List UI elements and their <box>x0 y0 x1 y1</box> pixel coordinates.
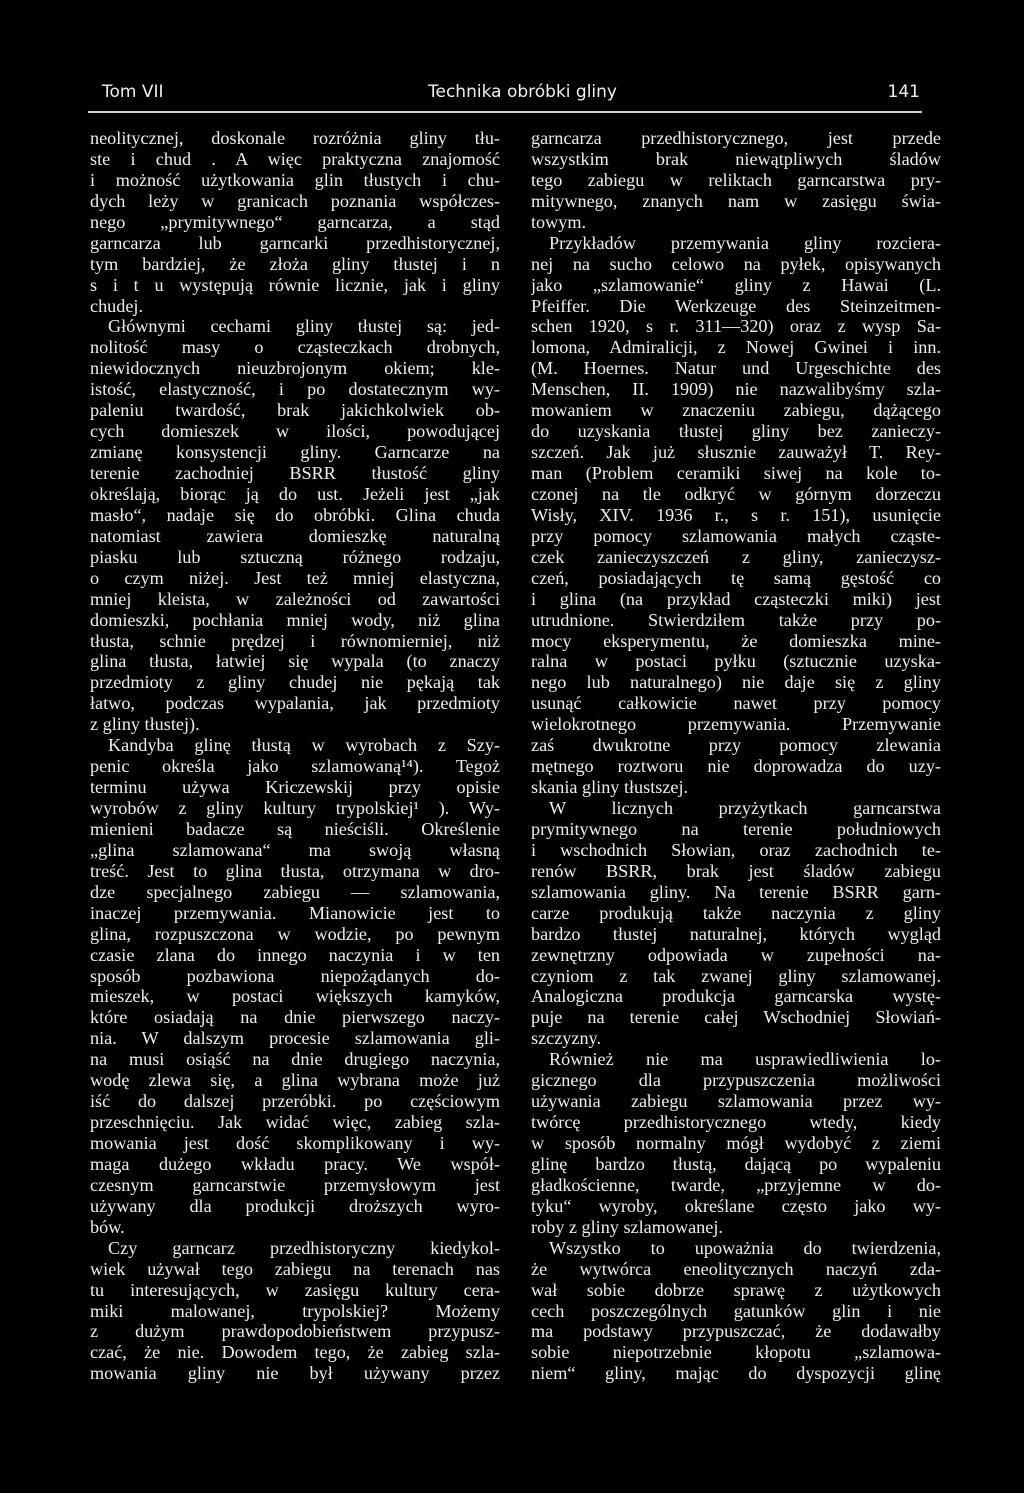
text-line: mowaniem w znaczeniu zabiegu, dążącego <box>531 400 941 421</box>
text-line: do uzyskania tłustej gliny bez zanieczy- <box>531 421 941 442</box>
left-column <box>90 128 500 1384</box>
text-line: man (Problem ceramiki siwej na kole to- <box>531 463 941 483</box>
text-line: o czym niżej. Jest też mniej elastyczna, <box>90 567 500 588</box>
text-line: terenie zachodniej BSRR tłustość gliny <box>90 463 500 483</box>
text-line: Głównymi cechami gliny tłustej są: jed- <box>108 316 500 337</box>
text-line: czeń, posiadających tę samą gęstość co <box>531 567 941 588</box>
text-line: mocy eksperymentu, że domieszka mine- <box>531 630 941 651</box>
text-line: mienieni badacze są nieściśli. Określenie <box>90 818 500 839</box>
text-line: miki malowanej, trypolskiej? Możemy <box>90 1300 500 1321</box>
text-line: dze specjalnego zabiegu — szlamowania, <box>90 881 500 902</box>
text-line: Pfeiffer. Die Werkzeuge des Steinzeitmen- <box>531 295 941 316</box>
text-line: szczyzny. <box>531 1028 602 1049</box>
text-line: tego zabiegu w reliktach garncarstwa pry- <box>531 169 941 190</box>
text-line: tyku“ wyroby, określane często jako wy- <box>531 1195 941 1216</box>
text-line: Wisły, XIV. 1936 r., s r. 151), usunięcie <box>531 504 941 525</box>
text-line: jako „szlamowanie“ gliny z Hawai (L. <box>531 274 941 295</box>
page-number: 141 <box>887 82 920 102</box>
text-line: skania gliny tłustszej. <box>531 777 689 798</box>
text-line: bardzo tłustej naturalnej, których wygląd <box>531 923 941 944</box>
text-line: mieszek, w postaci większych kamyków, <box>90 986 500 1007</box>
text-line: chudej. <box>90 295 144 316</box>
text-line: łatwo, podczas wypalania, jak przedmioty <box>90 693 500 714</box>
text-line: czek zanieczyszczeń z gliny, zanieczysz- <box>531 546 941 567</box>
text-line: nolitość masy o cząsteczkach drobnych, <box>90 337 500 358</box>
text-line: czonej na tle odkryć w górnym dorzeczu <box>531 483 941 504</box>
text-line: penic określa jako szlamowaną¹⁴). Tegoż <box>90 756 500 777</box>
running-header <box>88 82 922 108</box>
text-line: (M. Hoernes. Natur und Urgeschichte des <box>531 358 941 379</box>
text-line: tu interesujących, w zasięgu kultury cera- <box>90 1279 500 1300</box>
text-line: garncarza przedhistorycznego, jest przede <box>531 128 941 148</box>
text-line: szlamowania gliny. Na terenie BSRR garn- <box>531 881 941 902</box>
text-line: Kandyba glinę tłustą w wyrobach z Szy- <box>108 735 500 756</box>
text-line: mitywnego, znanych nam w zasięgu świa- <box>531 190 941 211</box>
text-line: które osiadają na dnie pierwszego naczy- <box>90 1007 500 1028</box>
text-line: i wschodnich Słowian, oraz zachodnich te- <box>531 839 941 860</box>
text-line: mowania jest dość skomplikowany i wy- <box>90 1133 500 1153</box>
text-line: czesnym garncarstwie przemysłowym jest <box>90 1174 500 1195</box>
text-line: określają, biorąc ją do ust. Jeżeli jest „jak <box>90 483 500 504</box>
text-line: carze produkują także naczynia z gliny <box>531 902 941 923</box>
text-line: prymitywnego na terenie południowych <box>531 818 941 839</box>
text-line: sobie niepotrzebnie kłopotu „szlamowa- <box>531 1342 941 1363</box>
text-line: lomona, Admiralicji, z Nowej Gwinei i inn. <box>531 337 941 358</box>
text-line: przy pomocy szlamowania małych cząste- <box>531 525 941 546</box>
text-line: mowania gliny nie był używany przez <box>90 1363 500 1384</box>
text-line: usunąć całkowicie nawet przy pomocy <box>531 693 941 714</box>
text-line: z gliny tłustej). <box>90 714 200 735</box>
text-line: gicznego dla przypuszczenia możliwości <box>531 1070 941 1091</box>
text-line: towym. <box>531 211 587 232</box>
text-line: i możność użytkowania glin tłustych i chu- <box>90 169 500 190</box>
text-line: Menschen, II. 1909) nie nazwalibyśmy szla- <box>531 379 941 400</box>
text-line: używania zabiegu szlamowania przez wy- <box>531 1091 941 1112</box>
text-line: ralna w postaci pyłku (sztucznie uzyska- <box>531 651 941 672</box>
text-line: i glina (na przykład cząsteczki miki) jest <box>531 588 941 609</box>
text-line: gładkościenne, twarde, „przyjemne w do- <box>531 1174 941 1195</box>
text-line: nia. W dalszym procesie szlamowania gli- <box>90 1028 500 1049</box>
text-line: wodę zlewa się, a glina wybrana może już <box>90 1070 500 1091</box>
text-line: czać, że nie. Dowodem tego, że zabieg szla- <box>90 1342 500 1363</box>
text-line: domieszki, pochłania mniej wody, niż glina <box>90 609 500 630</box>
text-line: niem“ gliny, mając do dyspozycji glinę <box>531 1363 941 1384</box>
text-line: zewnętrzny odpowiada w zupełności na- <box>531 944 941 965</box>
text-line: istość, elastyczność, i po dostatecznym wy- <box>90 379 500 400</box>
text-line: cech poszczególnych gatunków glin i nie <box>531 1300 941 1321</box>
text-line: bów. <box>90 1216 125 1237</box>
text-line: w sposób normalny mógł wydobyć z ziemi <box>531 1133 941 1153</box>
text-line: niewidocznych nieuzbrojonym okiem; kle- <box>90 358 500 379</box>
text-line: piasku lub sztuczną różnego rodzaju, <box>90 546 500 567</box>
text-line: czyniom z tak zwanej gliny szlamowanej. <box>531 965 941 986</box>
text-line: paleniu twardość, brak jakichkolwiek ob- <box>90 400 500 421</box>
text-line: inaczej przemywania. Mianowicie jest to <box>90 902 500 923</box>
text-line: ma podstawy przypuszczać, że dodawałby <box>531 1321 941 1342</box>
text-line: przeschnięciu. Jak widać więc, zabieg szla- <box>90 1112 500 1133</box>
text-line: renów BSRR, brak jest śladów zabiegu <box>531 860 941 881</box>
text-line: natomiast zawiera domieszkę naturalną <box>90 525 500 546</box>
text-line: glinę bardzo tłustą, dającą po wypaleniu <box>531 1153 941 1174</box>
text-line: nej na sucho celowo na pyłek, opisywanych <box>531 253 941 274</box>
text-line: twórcę przedhistorycznego wtedy, kiedy <box>531 1112 941 1133</box>
text-line: puje na terenie całej Wschodniej Słowiań- <box>531 1007 941 1028</box>
text-line: sposób pozbawiona niepożądanych do- <box>90 965 500 986</box>
text-line: używany dla produkcji droższych wyro- <box>90 1195 500 1216</box>
text-line: wszystkim brak niewątpliwych śladów <box>531 148 941 169</box>
chapter-title: Technika obróbki gliny <box>428 82 617 102</box>
text-line: tłusta, schnie prędzej i równomierniej, niż <box>90 630 500 651</box>
text-line: Przykładów przemywania gliny rozciera- <box>549 232 941 253</box>
text-line: cych domieszek w ilości, powodującej <box>90 421 500 442</box>
text-line: na musi osiąść na dnie drugiego naczynia, <box>90 1049 500 1070</box>
text-line: glina, rozpuszczona w wodzie, po pewnym <box>90 923 500 944</box>
text-line: Analogiczna produkcja garncarska wystę- <box>531 986 941 1007</box>
text-line: zaś dwukrotne przy pomocy zlewania <box>531 735 941 756</box>
text-line: garncarza lub garncarki przedhistorycznej, <box>90 232 500 253</box>
text-line: masło“, nadaje się do obróbki. Glina chuda <box>90 504 500 525</box>
header-rule <box>88 111 922 113</box>
text-line: wał sobie dobrze sprawę z użytkowych <box>531 1279 941 1300</box>
text-line: W licznych przyżytkach garncarstwa <box>549 798 941 818</box>
text-line: „glina szlamowana“ ma swoją własną <box>90 839 500 860</box>
text-line: nego „prymitywnego“ garncarza, a stąd <box>90 211 500 232</box>
text-line: iść do dalszej przeróbki. po częściowym <box>90 1091 500 1112</box>
text-line: treść. Jest to glina tłusta, otrzymana w dro- <box>90 860 500 881</box>
text-line: szczeń. Jak już słusznie zauważył T. Rey- <box>531 442 941 463</box>
text-line: utrudnione. Stwierdziłem także przy po- <box>531 609 941 630</box>
text-line: schen 1920, s r. 311—320) oraz z wysp Sa- <box>531 316 941 337</box>
text-line: terminu używa Kriczewskij przy opisie <box>90 777 500 798</box>
text-line: czasie zlana do innego naczynia i w ten <box>90 944 500 965</box>
text-line: przedmioty z gliny chudej nie pękają tak <box>90 672 500 693</box>
text-line: neolitycznej, doskonale rozróżnia gliny tłu- <box>90 128 500 148</box>
text-line: roby z gliny szlamowanej. <box>531 1216 723 1237</box>
text-line: zmianę konsystencji gliny. Garncarze na <box>90 442 500 463</box>
text-line: wielokrotnego przemywania. Przemywanie <box>531 714 941 735</box>
text-line: Czy garncarz przedhistoryczny kiedykol- <box>108 1237 500 1258</box>
text-line: s i t u występują równie licznie, jak i gliny <box>90 274 500 295</box>
text-line: dych leży w granicach poznania współczes- <box>90 190 500 211</box>
volume-label: Tom VII <box>102 82 164 102</box>
text-line: że wytwórca eneolitycznych naczyń zda- <box>531 1258 941 1279</box>
text-line: mniej kleista, w zależności od zawartości <box>90 588 500 609</box>
text-line: glina tłusta, łatwiej się wypala (to znaczy <box>90 651 500 672</box>
text-line: maga dużego wkładu pracy. We współ- <box>90 1153 500 1174</box>
text-line: z dużym prawdopodobieństwem przypusz- <box>90 1321 500 1342</box>
text-line: mętnego roztworu nie doprowadza do uzy- <box>531 756 941 777</box>
text-line: Wszystko to upoważnia do twierdzenia, <box>549 1237 941 1258</box>
text-line: tym bardziej, że złoża gliny tłustej i n <box>90 253 500 274</box>
text-line: nego lub naturalnego) nie daje się z gliny <box>531 672 941 693</box>
text-line: wiek używał tego zabiegu na terenach nas <box>90 1258 500 1279</box>
text-line: ste i chud . A więc praktyczna znajomość <box>90 148 500 169</box>
text-line: wyrobów z gliny kultury trypolskiej¹ ). Wy- <box>90 798 500 818</box>
right-column <box>531 128 941 1384</box>
text-line: Również nie ma usprawiedliwienia lo- <box>549 1049 941 1070</box>
